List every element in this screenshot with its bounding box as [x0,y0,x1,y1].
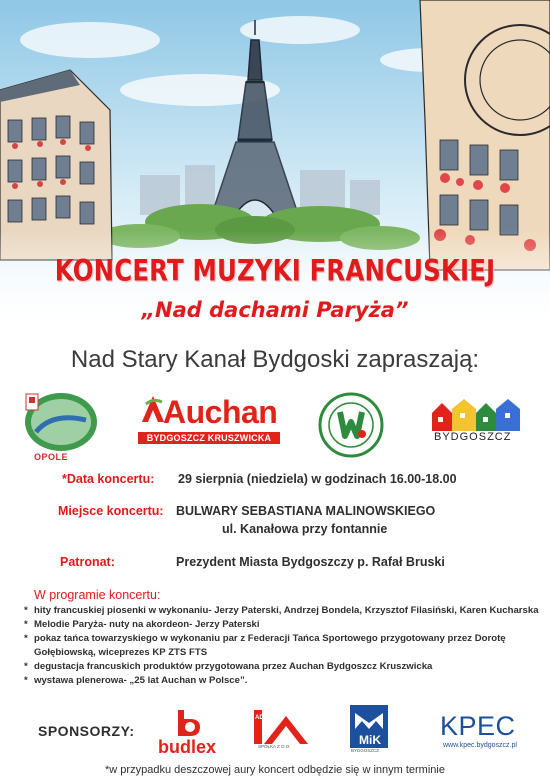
poster-title: KONCERT MUZYKI FRANCUSKIEJ [54,253,496,288]
rain-footnote: *w przypadku deszczowej aury koncert odbędzie się w innym terminie [105,764,445,776]
adm-roof-icon [254,710,310,744]
auchan-store-label: BYDGOSZCZ KRUSZWICKA [138,432,280,444]
program-item: * degustacja francuskich produktów przygotowana przez Auchan Bydgoszcz Kruszwicka [24,660,544,674]
mik-sub-label: BYDGOSZCZ [351,748,380,753]
place-value-street: BULWARY SEBASTIANA MALINOWSKIEGO [176,504,436,518]
invitation-line: Nad Stary Kanał Bydgoski zapraszają: [70,346,480,373]
program-item: * hity francuskiej piosenki w wykonaniu- Jerzy Paterski, Andrzej Bondela, Krzysztof Filasiński, Karen Kucharska [24,604,544,618]
program-item: * pokaz tańca towarzyskiego w wykonaniu par z Federacji Tańca Sportowego przygotowany przez Dorotę Gołębiowską, wiceprezes KP ZTS FTS [24,632,544,660]
kpec-logo-text: KPEC [440,711,516,741]
opole-crest-icon [22,392,100,458]
place-label: Miejsce koncertu: [58,504,164,518]
bydgoszcz-houses-icon [430,397,526,431]
poster-subtitle: „Nad dachami Paryża” [141,298,409,322]
program-list [24,604,544,688]
date-label: *Data koncertu: [62,472,155,486]
kpec-url: www.kpec.bydgoszcz.pl [443,742,517,749]
mik-letters: MiK [359,733,381,747]
wilczak-jary-crest-icon [318,392,384,458]
program-item: * wystawa plenerowa- „25 lat Auchan w Polsce”. [24,674,544,688]
sponsors-label: SPONSORZY: [38,723,135,739]
budlex-b-icon [172,708,202,738]
date-value: 29 sierpnia (niedziela) w godzinach 16.00-18.00 [178,472,457,486]
adm-letters: ADM [255,715,269,721]
auchan-logo-text: Auchan [163,394,278,430]
budlex-logo-text: budlex [158,737,217,757]
patron-value: Prezydent Miasta Bydgoszczy p. Rafał Bruski [176,555,445,569]
opole-label: OPOLE [34,452,69,462]
program-heading: W programie koncertu: [34,588,161,602]
adm-sub-label: SPÓŁKA Z O.O. [258,744,291,749]
place-value-detail: ul. Kanałowa przy fontannie [222,522,388,536]
patron-label: Patronat: [60,555,115,569]
right-building [420,0,550,270]
bydgoszcz-label: BYDGOSZCZ [434,431,512,443]
mik-mark-icon [350,705,388,748]
program-item: * Melodie Paryża- nuty na akordeon- Jerzy Paterski [24,618,544,632]
